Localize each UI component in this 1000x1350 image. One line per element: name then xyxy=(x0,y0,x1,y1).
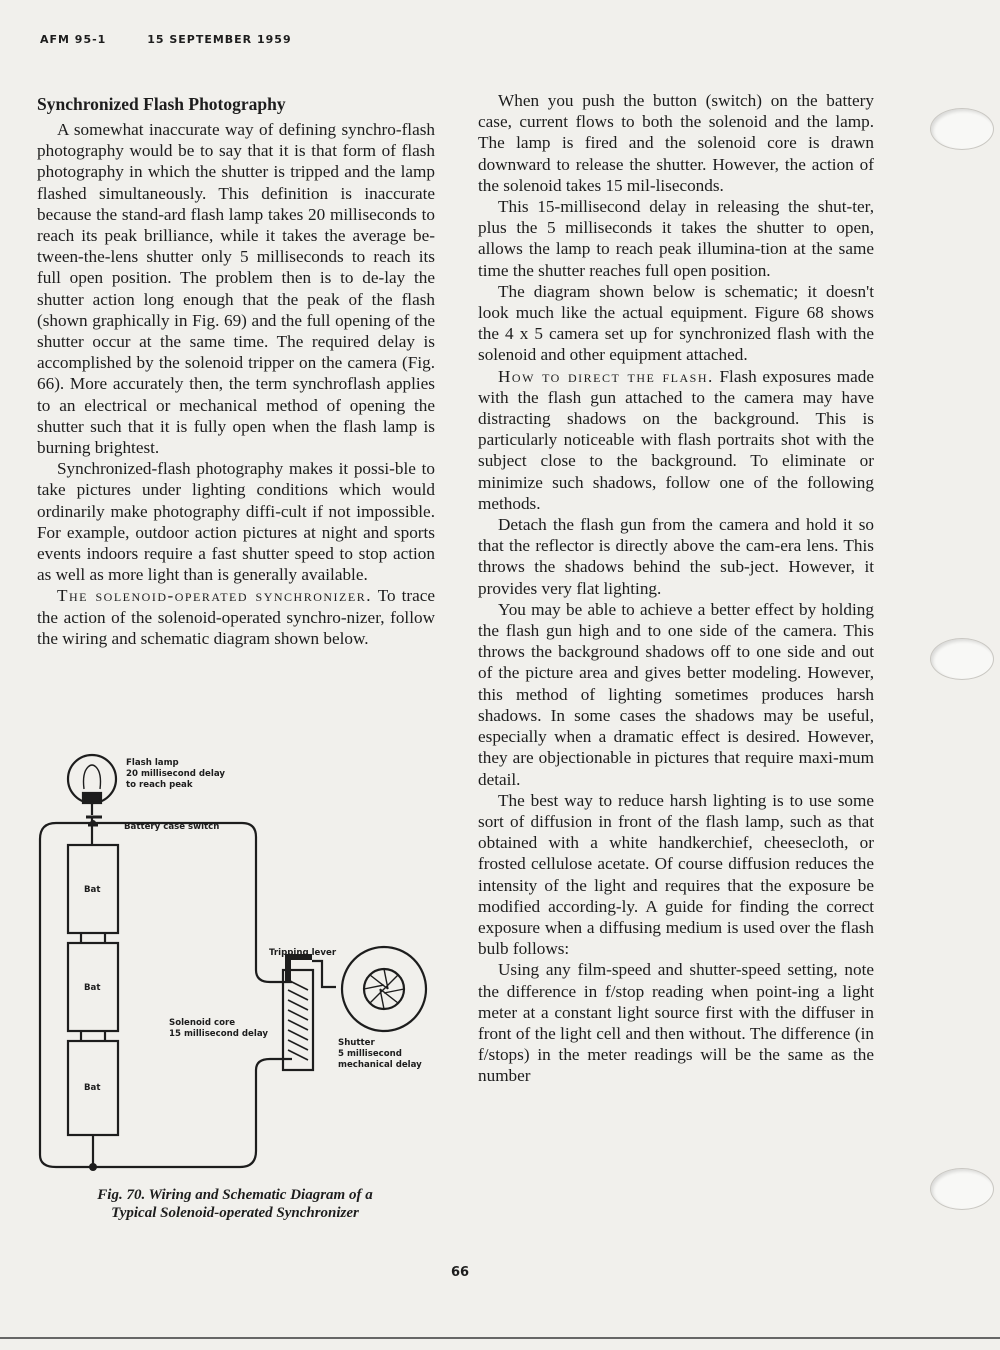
label-bat-3: Bat xyxy=(84,1083,101,1093)
caption-line-1: Fig. 70. Wiring and Schematic Diagram of a xyxy=(97,1187,373,1203)
left-column xyxy=(37,90,435,649)
run-in-heading: How to direct the flash. xyxy=(498,366,714,386)
binder-hole xyxy=(930,1168,994,1210)
paragraph xyxy=(478,366,874,514)
label-solenoid-2: 15 millisecond delay xyxy=(169,1029,268,1039)
page-edge xyxy=(0,1337,1000,1339)
paragraph-text: To trace the action of the solenoid-operated synchro-nizer, follow the wiring and schematic diagram shown below. xyxy=(37,586,435,648)
paragraph: The diagram shown below is schematic; it doesn't look much like the actual equipment. Figure 68 shows the 4 x 5 camera set up for synchronized flash with the solenoid and other equipment attached. xyxy=(478,281,874,365)
paragraph: A somewhat inaccurate way of defining synchro-flash photography would be to say that it is that form of flash photography in which the shutter is tripped and the lamp flashed simultaneously. This definition is inaccurate because the stand-ard flash lamp takes 20 milliseconds to reach its peak brilliance, while it takes the average be-tween-the-lens shutter only 5 milliseconds to reach its full open position. The problem then is to de-lay the shutter action long enough that the peak of the flash (shown graphically in Fig. 69) and the full opening of the shutter occur at the same time. The required delay is accomplished by the solenoid tripper on the camera (Fig. 66). More accurately then, the term synchroflash applies to an electrical or mechanical method of opening the shutter such that it is fully open when the flash lamp is burning brightest. xyxy=(37,120,435,458)
right-column xyxy=(478,90,874,1087)
caption-line-2: Typical Solenoid-operated Synchronizer xyxy=(111,1205,359,1221)
label-shutter-2: 5 millisecond xyxy=(338,1049,402,1059)
label-solenoid-1: Solenoid core xyxy=(169,1018,236,1028)
paragraph: Detach the flash gun from the camera and hold it so that the reflector is directly above the cam-era lens. This throws the shadows behind the sub-ject. However, it provides very flat lighting. xyxy=(478,515,874,598)
wiring-diagram xyxy=(36,745,436,1180)
paragraph: Using any film-speed and shutter-speed setting, note the difference in f/stop reading when point-ing a light meter at a constant light source first with the diffuser in front of the light cell and then without. The difference (in f/stops) in the meter readings will be the same as the number xyxy=(478,960,874,1086)
paragraph xyxy=(37,585,435,649)
paragraph: Synchronized-flash photography makes it possi-ble to take pictures under lighting conditions which would ordinarily make photography diffi-cult if not impossible. For example, outdoor action pictures at night and sports events indoors require a fast shutter speed to stop action as well as more light than is generally available. xyxy=(37,459,435,585)
paragraph: When you push the button (switch) on the battery case, current flows to both the solenoid and the lamp. The lamp is fired and the solenoid core is drawn downward to release the shutter. However, the action of the solenoid takes 15 mil-liseconds. xyxy=(478,91,874,195)
binder-hole xyxy=(930,108,994,150)
paragraph: You may be able to achieve a better effect by holding the flash gun high and to one side of the camera. This throws the background shadows off to one side and out of the picture area and gives better modeling. However, this method of lighting sometimes produces harsh shadows. In some cases the shadows may be useful, especially when a dramatic effect is desired. However, they are objectionable in pictures that require maxi-mum detail. xyxy=(478,599,874,789)
run-in-heading: The solenoid-operated synchronizer. xyxy=(57,586,373,606)
paragraph: This 15-millisecond delay in releasing the shut-ter, plus the 5 milliseconds it takes the shutter to open, allows the lamp to reach peak illumina-tion at the same time the shutter reaches full open position. xyxy=(478,197,874,280)
running-header xyxy=(40,33,328,46)
paragraph: The best way to reduce harsh lighting is to use some sort of diffusion in front of the flash lamp, such as that obtained with a white handkerchief, cheesecloth, or frosted cellulose acetate. Of course diffusion reduces the intensity of the light and requires that the exposure be modified according-ly. A guide for finding the correct exposure when a diffusing medium is used over the flash bulb follows: xyxy=(478,790,874,959)
label-bat-2: Bat xyxy=(84,983,101,993)
label-bat-1: Bat xyxy=(84,885,101,895)
label-tripping-lever: Tripping lever xyxy=(269,948,337,958)
figure-caption xyxy=(40,1186,430,1222)
label-battery-switch: Battery case switch xyxy=(124,822,220,832)
label-shutter-1: Shutter xyxy=(338,1038,375,1048)
paragraph-text: Flash exposures made with the flash gun attached to the camera may have distracting shadows on the background. This is particularly noticeable with flash portraits shot with the subject close to the background. To eliminate or minimize such shadows, follow one of the following methods. xyxy=(478,366,875,513)
label-flash-lamp-2: 20 millisecond delay xyxy=(126,769,225,779)
header-doc-id: AFM 95-1 xyxy=(40,33,107,46)
label-flash-lamp-3: to reach peak xyxy=(126,780,193,790)
label-flash-lamp-1: Flash lamp xyxy=(126,758,179,768)
header-date: 15 SEPTEMBER 1959 xyxy=(147,33,292,46)
binder-hole xyxy=(930,638,994,680)
label-shutter-3: mechanical delay xyxy=(338,1060,422,1070)
page-number: 66 xyxy=(450,1265,470,1280)
section-title: Synchronized Flash Photography xyxy=(37,94,286,114)
